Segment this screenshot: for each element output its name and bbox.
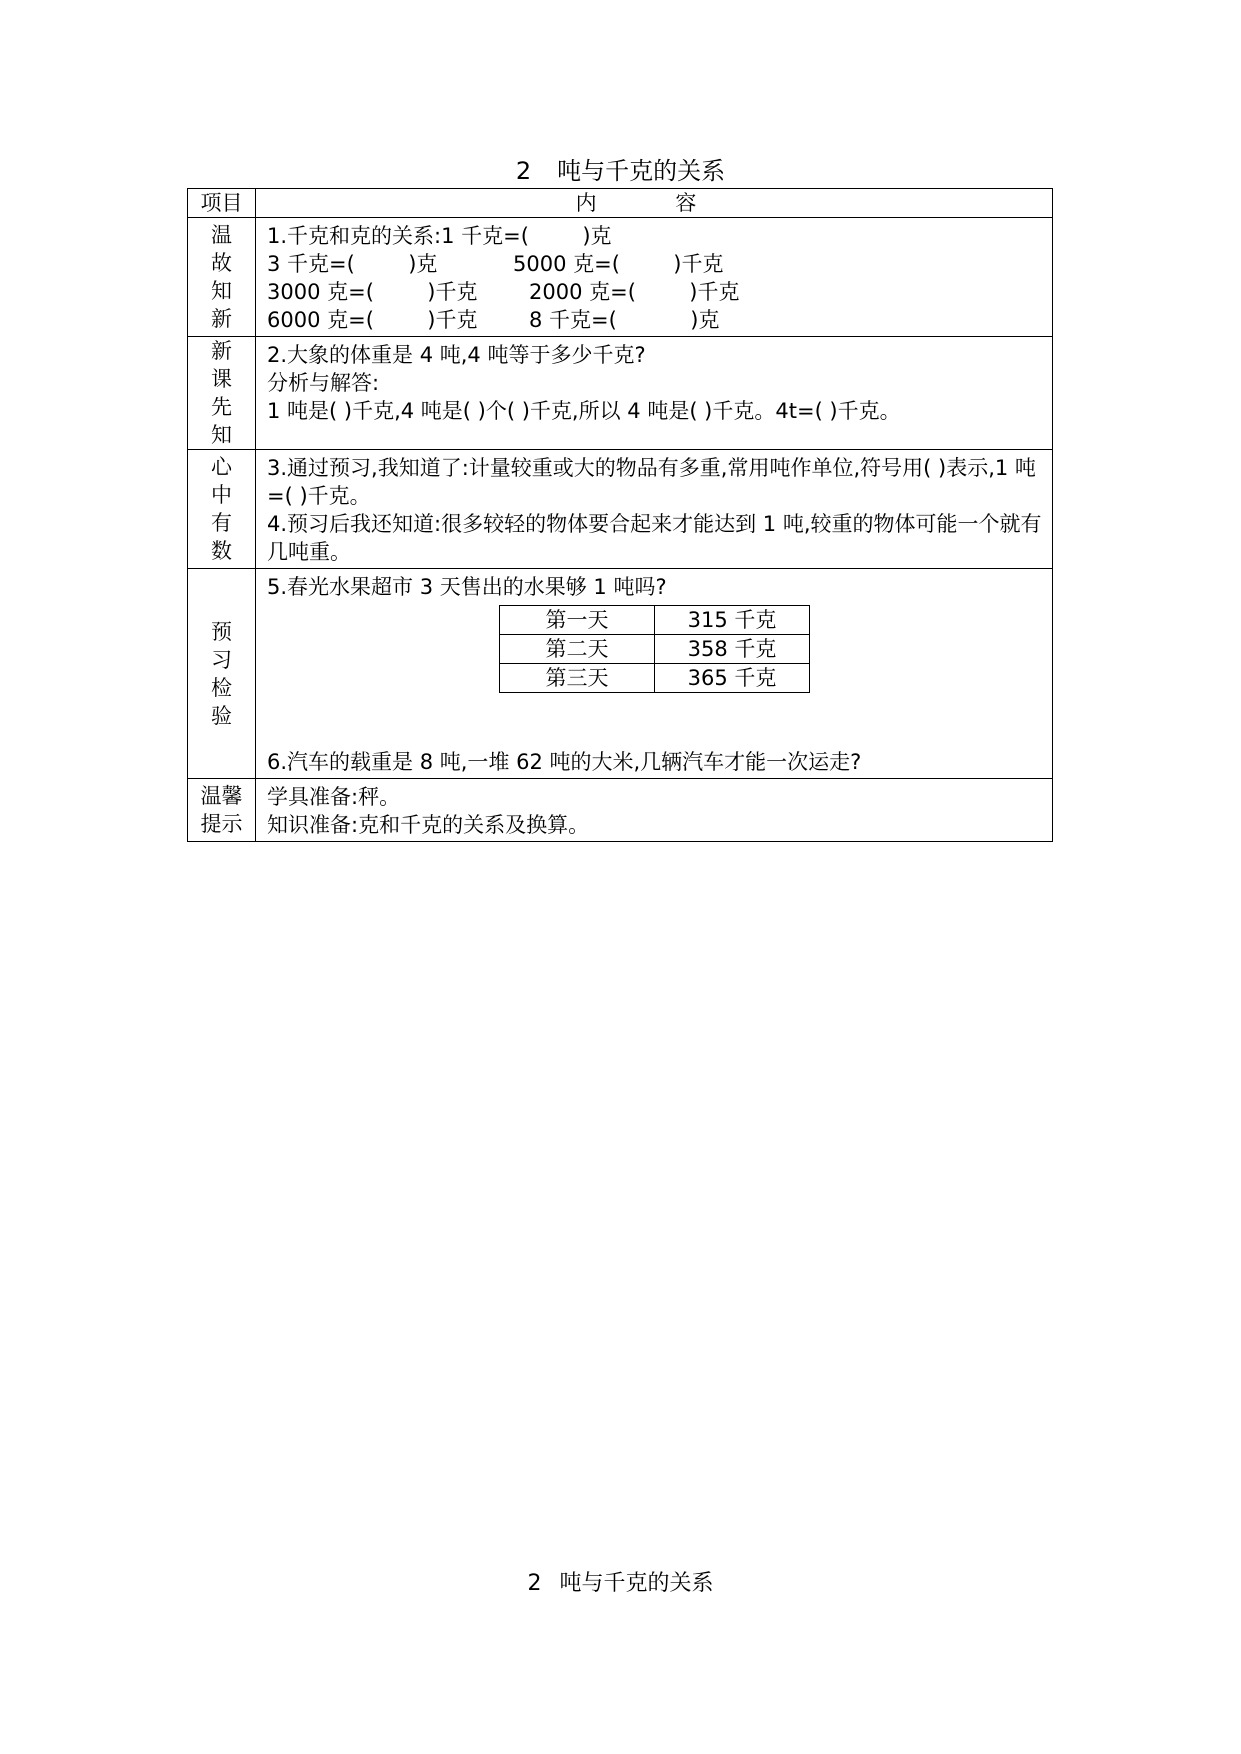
paragraph-3: 3.通过预习,我知道了:计量较重或大的物品有多重,常用吨作单位,符号用( )表示,1 吨=( )千克。: [267, 456, 1036, 508]
section-tips: [188, 779, 1053, 842]
question-5: 5.春光水果超市 3 天售出的水果够 1 吨吗?: [267, 575, 667, 599]
section-label: [188, 218, 256, 337]
sales-table: [499, 605, 810, 693]
table-row: [500, 606, 810, 635]
weight-cell: 358 千克: [655, 635, 810, 664]
footer-text: 吨与千克的关系: [559, 1571, 714, 1596]
section-check: [188, 569, 1053, 779]
day-cell: 第二天: [500, 635, 655, 664]
review-cell: 3000 克=( )千克: [267, 280, 478, 304]
section-label: [188, 779, 256, 842]
section-label: [188, 569, 256, 779]
question-2: 2.大象的体重是 4 吨,4 吨等于多少千克?: [267, 343, 646, 367]
question-6: 6.汽车的载重是 8 吨,一堆 62 吨的大米,几辆汽车才能一次运走?: [267, 750, 862, 774]
answer-space: [267, 693, 1042, 748]
review-line-1: 1.千克和克的关系:1 千克=( )克: [267, 224, 612, 248]
title-number: 2: [515, 157, 532, 185]
section-mind: [188, 450, 1053, 569]
table-row: [500, 635, 810, 664]
review-row: [267, 306, 1042, 334]
tip-line-1: 学具准备:秤。: [267, 785, 401, 809]
section-content: [256, 218, 1053, 337]
section-content: [256, 779, 1053, 842]
review-cell: 6000 克=( )千克: [267, 308, 478, 332]
section-label-text: 新课先知: [211, 339, 232, 447]
review-row: [267, 278, 1042, 306]
paragraph-4: 4.预习后我还知道:很多较轻的物体要合起来才能达到 1 吨,较重的物体可能一个就有几吨重。: [267, 512, 1042, 564]
day-cell: 第一天: [500, 606, 655, 635]
table-row: [500, 664, 810, 693]
header-item: 项目: [188, 189, 256, 218]
page-footer: [0, 1570, 1241, 1598]
section-content: [256, 569, 1053, 779]
review-row: [267, 250, 1042, 278]
tip-line-2: 知识准备:克和千克的关系及换算。: [267, 813, 590, 837]
section-label-line: 提示: [200, 812, 243, 836]
section-content: [256, 337, 1053, 450]
section-content: [256, 450, 1053, 569]
review-cell: 8 千克=( )克: [529, 308, 720, 332]
review-cell: 5000 克=( )千克: [513, 252, 724, 276]
section-preview: [188, 337, 1053, 450]
title-text: 吨与千克的关系: [557, 157, 726, 185]
section-label-line: 温馨: [200, 784, 243, 808]
review-cell: 3 千克=( )克: [267, 252, 438, 276]
section-label-text: 温故知新: [211, 223, 232, 331]
section-label-text: 预习检验: [211, 619, 232, 728]
table-header-row: [188, 189, 1053, 218]
analysis-label: 分析与解答:: [267, 371, 380, 395]
weight-cell: 315 千克: [655, 606, 810, 635]
weight-cell: 365 千克: [655, 664, 810, 693]
lesson-table: [187, 188, 1053, 842]
footer-number: 2: [527, 1571, 542, 1596]
section-label: [188, 337, 256, 450]
section-label-text: 心中有数: [211, 455, 232, 563]
review-cell: 2000 克=( )千克: [529, 280, 740, 304]
section-review: [188, 218, 1053, 337]
day-cell: 第三天: [500, 664, 655, 693]
section-label: [188, 450, 256, 569]
header-content: 内 容: [256, 189, 1053, 218]
page-title: [0, 156, 1241, 186]
answer-text: 1 吨是( )千克,4 吨是( )个( )千克,所以 4 吨是( )千克。4t=( )千克。: [267, 399, 901, 423]
